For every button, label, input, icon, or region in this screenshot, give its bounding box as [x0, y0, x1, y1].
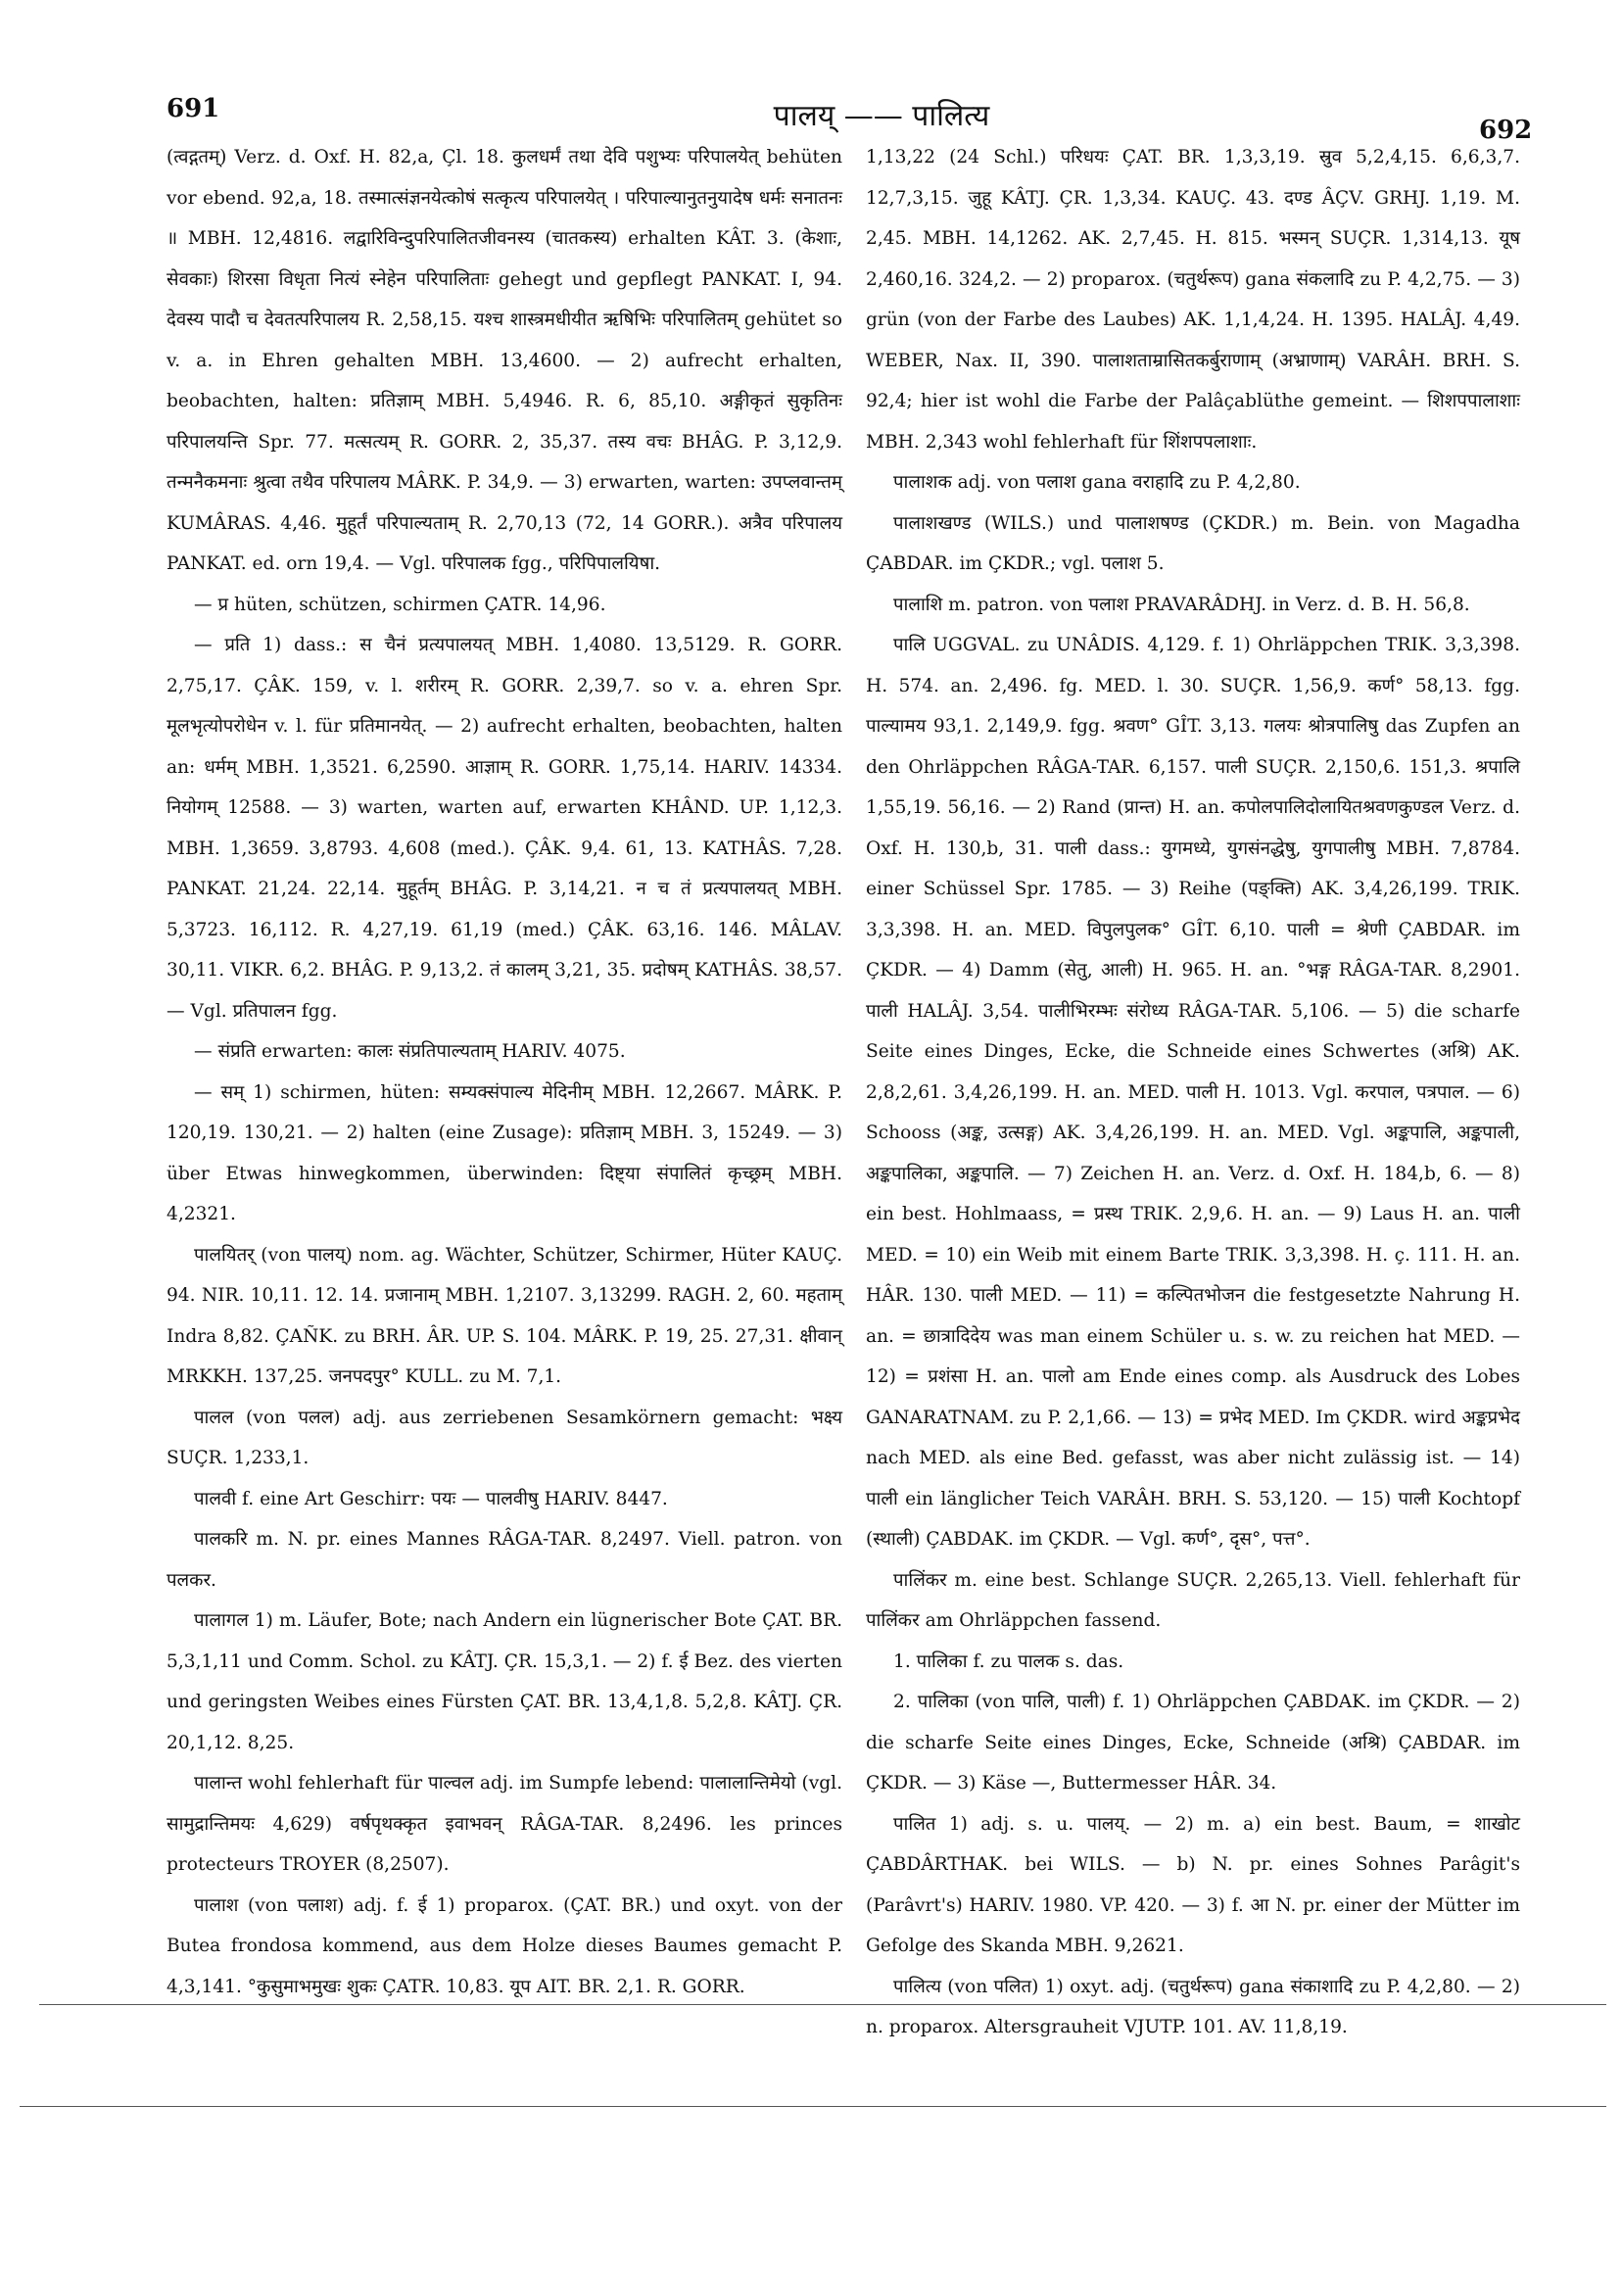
entry-paragraph: पालाशक adj. von पलाश gana वराहादि zu P. 4,2,80. [893, 472, 1301, 493]
entry-paragraph: पालान्त wohl fehlerhaft für पाल्वल adj. im Sumpfe lebend: पालालान्तिमेयो (vgl. सामुद्रान्तिमयः 4,629) वर्षपृथक्कृत इवाभवन् RÂGA-TAR. 8,2496. les princes protecteurs TROYER (8,2507). [167, 1773, 842, 1875]
entry-paragraph: पालाशखण्ड (WILS.) und पालाशषण्ड (ÇKDR.) m. Bein. von Magadha ÇABDAR. im ÇKDR.; vgl. पलाश 5. [866, 512, 1520, 574]
entry-paragraph: पालवी f. eine Art Geschirr: पयः — पालवीषु HARIV. 8447. [194, 1488, 668, 1509]
running-head: पालय् —— पालित्य [773, 99, 990, 133]
entry-paragraph: पालाशि m. patron. von पलाश PRAVARÂDHJ. in Verz. d. B. H. 56,8. [893, 594, 1470, 615]
entry-paragraph: पालित 1) adj. s. u. पालय्. — 2) m. a) ein best. Baum, = शाखोट ÇABDÂRTHAK. bei WILS. — b) N. pr. eines Sohnes Parâgit's (Parâvrt's) HARIV. 1980. VP. 420. — 3) f. आ N. pr. einer der Mütter im Gefolge des Skanda MBH. 9,2621. [866, 1813, 1520, 1956]
entry-paragraph: पालाश (von पलाश) adj. f. ई 1) proparox. (ÇAT. BR.) und oxyt. von der Butea frondosa kommend, aus dem Holze dieses Baumes gemacht P. 4,3,141. °कुसुमाभमुखः शुकः ÇATR. 10,83. यूप AIT. BR. 2,1. R. GORR. [167, 1894, 842, 1997]
left-column [167, 137, 842, 1997]
entry-paragraph: पालि UGGVAL. zu UNÂDIS. 4,129. f. 1) Ohrläppchen TRIK. 3,3,398. H. 574. an. 2,496. fg. MED. l. 30. SUÇR. 1,56,9. कर्ण° 58,13. fgg. पाल्यामय 93,1. 2,149,9. fgg. श्रवण° GÎT. 3,13. गलयः श्रोत्रपालिषु das Zupfen an den Ohrläppchen RÂGA-TAR. 6,157. पाली SUÇR. 2,150,6. 151,3. श्रपालि 1,55,19. 56,16. — 2) Rand (प्रान्त) H. an. कपोलपालिदोलायितश्रवणकुण्डल Verz. d. Oxf. H. 130,b, 31. पाली dass.: युगमध्ये, युगसंनद्धेषु, युगपालीषु MBH. 7,8784. einer Schüssel Spr. 1785. — 3) Reihe (पङ्क्ति) AK. 3,4,26,199. TRIK. 3,3,398. H. an. MED. विपुलपुलक° GÎT. 6,10. पाली = श्रेणी ÇABDAR. im ÇKDR. — 4) Damm (सेतु, आली) H. 965. H. an. °भङ्ग RÂGA-TAR. 8,2901. पाली HALÂJ. 3,54. पालीभिरम्भः संरोध्य RÂGA-TAR. 5,106. — 5) die scharfe Seite eines Dinges, Ecke, die Schneide eines Schwertes (अश्रि) AK. 2,8,2,61. 3,4,26,199. H. an. MED. पाली H. 1013. Vgl. करपाल, पत्रपाल. — 6) Schooss (अङ्क, उत्सङ्ग) AK. 3,4,26,199. H. an. MED. Vgl. अङ्कपालि, अङ्कपाली, अङ्कपालिका, अङ्कपालि. — 7) Zeichen H. an. Verz. d. Oxf. H. 184,b, 6. — 8) ein best. Hohlmaass, = प्रस्थ TRIK. 2,9,6. H. an. — 9) Laus H. an. पाली MED. = 10) ein Weib mit einem Barte TRIK. 3,3,398. H. ç. 111. H. an. HÂR. 130. पाली MED. — 11) = कल्पितभोजन die festgesetzte Nahrung H. an. = छात्रादिदेय was man einem Schüler u. s. w. zu reichen hat MED. — 12) = प्रशंसा H. an. पालो am Ende eines comp. als Ausdruck des Lobes GANARATNAM. zu P. 2,1,66. — 13) = प्रभेद MED. Im ÇKDR. wird अङ्कप्रभेद nach MED. als eine Bed. gefasst, was aber nicht zulässig ist. — 14) पाली ein länglicher Teich VARÂH. BRH. S. 53,120. — 15) पाली Kochtopf (स्थाली) ÇABDAK. im ÇKDR. — Vgl. कर्ण°, दृस°, पत्त°. [866, 635, 1520, 1550]
entry-paragraph: (त्वद्गतम्) Verz. d. Oxf. H. 82,a, Çl. 18. कुलधर्मं तथा देवि पशुभ्यः परिपालयेत् behüten vor ebend. 92,a, 18. तस्मात्संज्ञनयेत्कोषं सत्कृत्य परिपालयेत् । परिपाल्यानुतनुयादेष धर्मः सनातनः ॥ MBH. 12,4816. लद्वारिविन्दुपरिपालितजीवनस्य (चातकस्य) erhalten KÂT. 3. (केशाः, सेवकाः) शिरसा विधृता नित्यं स्नेहेन परिपालिताः gehegt und gepflegt PANKAT. I, 94. देवस्य पादौ च देवतत्परिपालय R. 2,58,15. यश्च शास्त्रमधीयीत ऋषिभिः परिपालितम् gehütet so v. a. in Ehren gehalten MBH. 13,4600. — 2) aufrecht erhalten, beobachten, halten: प्रतिज्ञाम् MBH. 5,4946. R. 6, 85,10. अङ्गीकृतं सुकृतिनः परिपालयन्ति Spr. 77. मत्सत्यम् R. GORR. 2, 35,37. तस्य वचः BHÂG. P. 3,12,9. तन्मनैकमनाः श्रुत्वा तथैव परिपालय MÂRK. P. 34,9. — 3) erwarten, warten: उपप्लवान्तम् KUMÂRAS. 4,46. मुहूर्तं परिपाल्यताम् R. 2,70,13 (72, 14 GORR.). अत्रैव परिपालय PANKAT. ed. orn 19,4. — Vgl. परिपालक fgg., परिपिपालयिषा. [167, 147, 842, 574]
entry-paragraph: — संप्रति erwarten: कालः संप्रतिपाल्यताम् HARIV. 4075. [194, 1041, 626, 1062]
page-number-right: 692 [1479, 116, 1533, 145]
entry-paragraph: — सम् 1) schirmen, hüten: सम्यक्संपाल्य मेदिनीम् MBH. 12,2667. MÂRK. P. 120,19. 130,21. — 2) halten (eine Zusage): प्रतिज्ञाम् MBH. 3, 15249. — 3) über Etwas hinwegkommen, überwinden: दिष्ट्या संपालितं कृच्छ्रम् MBH. 4,2321. [167, 1081, 842, 1224]
entry-paragraph: 1. पालिका f. zu पालक s. das. [893, 1650, 1124, 1672]
entry-paragraph: पालकरि m. N. pr. eines Mannes RÂGA-TAR. 8,2497. Viell. patron. von पलकर. [167, 1529, 842, 1591]
entry-paragraph: 2. पालिका (von पालि, पाली) f. 1) Ohrläppchen ÇABDAK. im ÇKDR. — 2) die scharfe Seite eines Dinges, Ecke, Schneide (अश्रि) ÇABDAR. im ÇKDR. — 3) Käse —, Buttermesser HÂR. 34. [866, 1692, 1520, 1794]
entry-paragraph: पालिंकर m. eine best. Schlange SUÇR. 2,265,13. Viell. fehlerhaft für पालिंकर am Ohrläppchen fassend. [866, 1569, 1520, 1631]
entry-paragraph: 1,13,22 (24 Schl.) परिधयः ÇAT. BR. 1,3,3,19. स्रुव 5,2,4,15. 6,6,3,7. 12,7,3,15. जुहू KÂTJ. ÇR. 1,3,34. KAUÇ. 43. दण्ड ÂÇV. GRHJ. 1,19. M. 2,45. MBH. 14,1262. AK. 2,7,45. H. 815. भस्मन् SUÇR. 1,314,13. यूष 2,460,16. 324,2. — 2) proparox. (चतुर्थरूप) gana संकलादि zu P. 4,2,75. — 3) grün (von der Farbe des Laubes) AK. 1,1,4,24. H. 1395. HALÂJ. 4,49. WEBER, Nax. II, 390. पालाशताम्रासितकर्बुराणाम् (अभ्राणाम्) VARÂH. BRH. S. 92,4; hier ist wohl die Farbe der Palâçablüthe gemeint. — शिशपपालाशाः MBH. 2,343 wohl fehlerhaft für शिंशपपलाशाः. [866, 147, 1520, 453]
footer-rule [20, 2106, 1606, 2107]
entry-paragraph: — प्र hüten, schützen, schirmen ÇATR. 14,96. [194, 594, 606, 615]
entry-paragraph: पालित्य (von पलित) 1) oxyt. adj. (चतुर्थरूप) gana संकाशादि zu P. 4,2,80. — 2) n. proparox. Altersgrauheit VJUTP. 101. AV. 11,8,19. [866, 1976, 1520, 2037]
entry-paragraph: पालयितर् (von पालय्) nom. ag. Wächter, Schützer, Schirmer, Hüter KAUÇ. 94. NIR. 10,11. 12. 14. प्रजानाम् MBH. 1,2107. 3,13299. RAGH. 2, 60. महताम् Indra 8,82. ÇAÑK. zu BRH. ÂR. UP. S. 104. MÂRK. P. 19, 25. 27,31. क्षीवान् MRKKH. 137,25. जनपदपुर° KULL. zu M. 7,1. [167, 1244, 842, 1387]
entry-paragraph: पालल (von पलल) adj. aus zerriebenen Sesamkörnern gemacht: भक्ष्य SUÇR. 1,233,1. [167, 1407, 842, 1468]
page-number-left: 691 [167, 94, 220, 123]
entry-paragraph: पालागल 1) m. Läufer, Bote; nach Andern ein lügnerischer Bote ÇAT. BR. 5,3,1,11 und Comm. Schol. zu KÂTJ. ÇR. 15,3,1. — 2) f. ई Bez. des vierten und geringsten Weibes eines Fürsten ÇAT. BR. 13,4,1,8. 5,2,8. KÂTJ. ÇR. 20,1,12. 8,25. [167, 1610, 842, 1753]
footer-rule [39, 2004, 1606, 2005]
entry-paragraph: — प्रति 1) dass.: स चैनं प्रत्यपालयत् MBH. 1,4080. 13,5129. R. GORR. 2,75,17. ÇÂK. 159, v. l. शरीरम् R. GORR. 2,39,7. so v. a. ehren Spr. मूलभृत्योपरोधेन v. l. für प्रतिमानयेत्. — 2) aufrecht erhalten, beobachten, halten an: धर्मम् MBH. 1,3521. 6,2590. आज्ञाम् R. GORR. 1,75,14. HARIV. 14334. नियोगम् 12588. — 3) warten, warten auf, erwarten KHÂND. UP. 1,12,3. MBH. 1,3659. 3,8793. 4,608 (med.). ÇÂK. 9,4. 61, 13. KATHÂS. 7,28. PANKAT. 21,24. 22,14. मुहूर्तम् BHÂG. P. 3,14,21. न च तं प्रत्यपालयत् MBH. 5,3723. 16,112. R. 4,27,19. 61,19 (med.) ÇÂK. 63,16. 146. MÂLAV. 30,11. VIKR. 6,2. BHÂG. P. 9,13,2. तं कालम् 3,21, 35. प्रदोषम् KATHÂS. 38,57. — Vgl. प्रतिपालन fgg. [167, 635, 842, 1022]
right-column [866, 137, 1520, 2037]
